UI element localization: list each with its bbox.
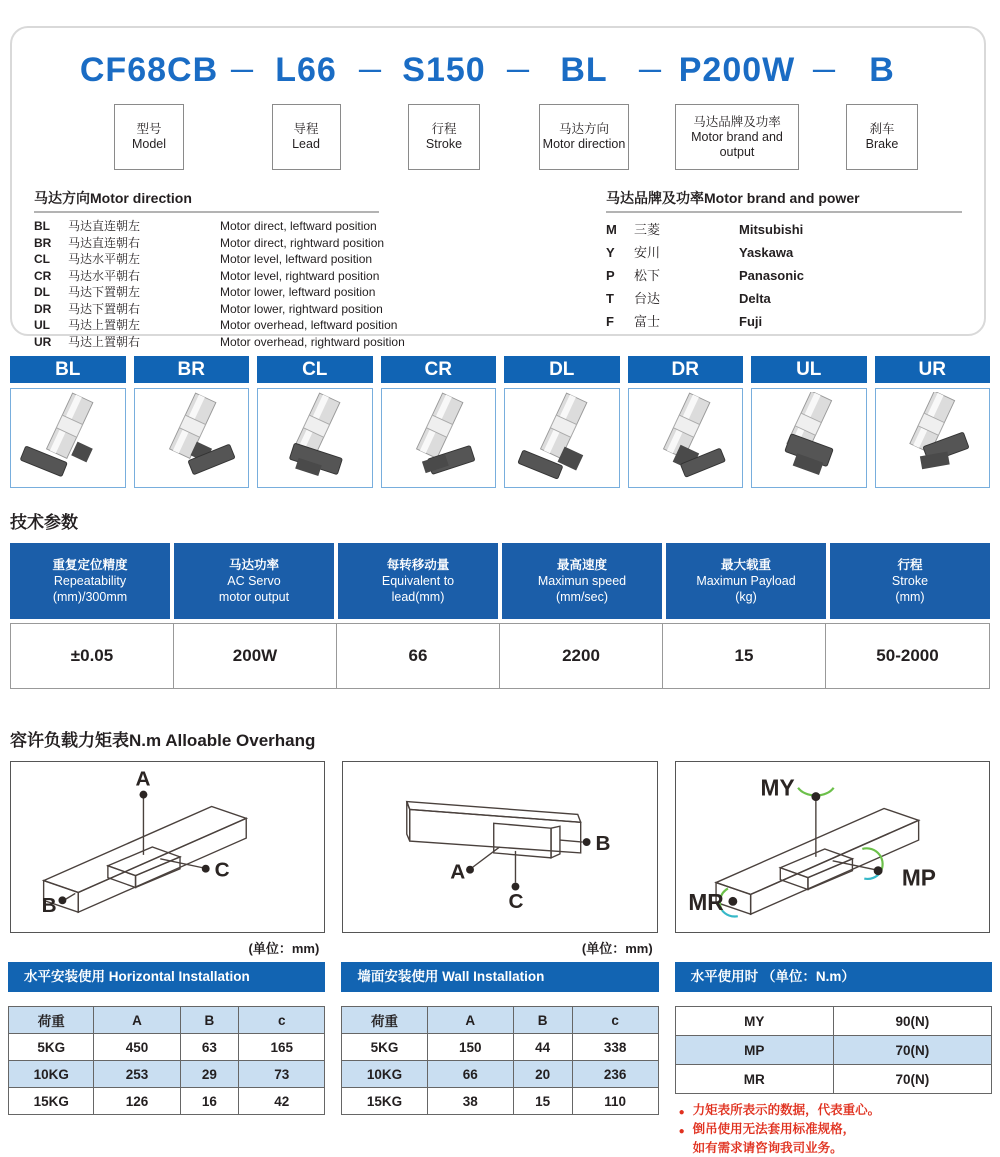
side-abc-diagram bbox=[343, 762, 656, 930]
motor-brand-title: 马达品牌及功率Motor brand and power bbox=[606, 188, 962, 213]
tech-value-cell: 50-2000 bbox=[876, 646, 939, 665]
list-item: BL 马达直连朝左 Motor direct, leftward position bbox=[34, 219, 377, 233]
list-item: BR 马达直连朝右 Motor direct, rightward position bbox=[34, 235, 385, 250]
wall-installation-title: 墙面安装使用 Wall Installation bbox=[341, 962, 658, 992]
variant-header: DL bbox=[504, 356, 620, 383]
segment-label-cn: 马达品牌及功率 bbox=[693, 114, 781, 129]
table-row: 5KG 450 63 165 bbox=[9, 1034, 325, 1061]
variant-cell-bl bbox=[10, 356, 126, 488]
model-segment-box bbox=[539, 104, 629, 170]
tech-value-cell: 200W bbox=[174, 624, 337, 688]
list-item: Y 安川 Yaskawa bbox=[606, 245, 794, 260]
unit-label-spacer bbox=[675, 938, 992, 962]
actuator-photo-br bbox=[134, 388, 250, 488]
label-my: MY bbox=[760, 774, 795, 801]
iso-abc-diagram bbox=[11, 762, 324, 930]
segment-label-en: Stroke bbox=[425, 137, 463, 151]
label-a: A bbox=[135, 767, 151, 791]
footnote-line: ● 力矩表所表示的数据，代表重心。 bbox=[679, 1102, 992, 1121]
label-c: C bbox=[214, 858, 230, 882]
variant-cell-br bbox=[134, 356, 250, 488]
motor-direction-list bbox=[34, 188, 606, 350]
overhang-diagram-moments bbox=[675, 761, 990, 933]
label-a: A bbox=[450, 860, 466, 884]
model-code-builder bbox=[12, 48, 984, 170]
label-b: B bbox=[595, 831, 611, 855]
tech-value-cell: 2200 bbox=[500, 624, 663, 688]
label-mp: MP bbox=[901, 864, 936, 891]
actuator-drawing bbox=[506, 392, 618, 484]
actuator-photo-ur bbox=[875, 388, 991, 488]
dash-separator: － bbox=[635, 56, 664, 87]
model-code-panel bbox=[10, 26, 986, 349]
actuator-drawing bbox=[259, 392, 371, 484]
segment-label-cn: 刹车 bbox=[869, 122, 895, 136]
variant-cell-ul bbox=[751, 356, 867, 488]
model-segment bbox=[260, 48, 352, 170]
moment-column bbox=[675, 938, 992, 1157]
motor-brand-list bbox=[606, 188, 962, 350]
bullet-icon: ● bbox=[678, 1126, 685, 1137]
actuator-photo-ul bbox=[751, 388, 867, 488]
wall-installation-column bbox=[341, 938, 658, 1157]
variant-cell-dl bbox=[504, 356, 620, 488]
segment-label-en: Motor direction bbox=[542, 137, 626, 151]
table-row: MP 70(N) bbox=[675, 1036, 991, 1065]
list-item: UL 马达上置朝左 Motor overhead, leftward position bbox=[34, 318, 398, 332]
segment-label-en: Lead bbox=[292, 137, 320, 151]
table-header-row: 荷重 A B c bbox=[342, 1007, 658, 1034]
dash-separator: － bbox=[227, 56, 256, 87]
model-code-text: L66 bbox=[275, 50, 337, 89]
dash-separator: － bbox=[809, 56, 838, 87]
list-item: CR 马达水平朝右 Motor level, rightward position bbox=[34, 268, 380, 283]
list-item: DL 马达下置朝左 Motor lower, leftward position bbox=[34, 285, 376, 299]
table-row: 10KG 253 29 73 bbox=[9, 1061, 325, 1088]
variant-cell-cr bbox=[381, 356, 497, 488]
model-segment bbox=[668, 48, 806, 170]
variant-header: BL bbox=[10, 356, 126, 383]
footnote-line: 如有需求请咨询我司业务。 bbox=[692, 1141, 843, 1155]
tech-params-section bbox=[10, 508, 990, 689]
model-segment-box bbox=[846, 104, 918, 170]
tech-value-cell: 66 bbox=[337, 624, 500, 688]
variant-header: CR bbox=[381, 356, 497, 383]
actuator-drawing bbox=[382, 392, 494, 484]
overhang-diagram-iso bbox=[10, 761, 325, 933]
segment-label-cn: 型号 bbox=[136, 122, 162, 136]
variant-header: DR bbox=[628, 356, 744, 383]
model-code-text: S150 bbox=[402, 50, 486, 89]
tech-header-row bbox=[10, 543, 990, 619]
segment-label-en: Brake bbox=[865, 137, 899, 151]
model-segment-box bbox=[408, 104, 480, 170]
footnote-line: ● 倒吊使用无法套用标准规格， bbox=[679, 1121, 992, 1140]
dash-separator: － bbox=[355, 56, 384, 87]
variant-cell-dr bbox=[628, 356, 744, 488]
variant-header: UL bbox=[751, 356, 867, 383]
tech-header-cell: 重复定位精度 Repeatability (mm)/300mm bbox=[10, 543, 170, 619]
overhang-diagram-side bbox=[342, 761, 657, 933]
tech-header-cell: 行程 Stroke (mm) bbox=[830, 543, 990, 619]
segment-label-cn: 行程 bbox=[431, 122, 457, 136]
actuator-drawing bbox=[629, 392, 741, 484]
variant-header: BR bbox=[134, 356, 250, 383]
list-item: T 台达 Delta bbox=[606, 291, 771, 306]
table-header-row: 荷重 A B c bbox=[9, 1007, 325, 1034]
table-row: MY 90(N) bbox=[675, 1007, 991, 1036]
footnotes bbox=[675, 1102, 992, 1157]
horizontal-installation-table bbox=[8, 1006, 325, 1115]
list-item: UR 马达上置朝右 Motor overhead, rightward position bbox=[34, 334, 405, 349]
installation-tables bbox=[8, 938, 992, 1157]
list-item: P 松下 Panasonic bbox=[606, 268, 805, 283]
label-mr: MR bbox=[688, 889, 724, 916]
list-item: F 富士 Fuji bbox=[606, 314, 763, 329]
actuator-drawing bbox=[876, 392, 988, 484]
label-c: C bbox=[508, 890, 524, 914]
variant-cell-ur bbox=[875, 356, 991, 488]
table-row: MR 70(N) bbox=[675, 1065, 991, 1094]
moment-diagram bbox=[676, 762, 989, 930]
horizontal-installation-column bbox=[8, 938, 325, 1157]
dash-separator: － bbox=[503, 56, 532, 87]
model-segment-box bbox=[272, 104, 341, 170]
tech-header-cell: 最高速度 Maximun speed (mm/sec) bbox=[502, 543, 662, 619]
moment-table bbox=[675, 1006, 992, 1094]
actuator-photo-cl bbox=[257, 388, 373, 488]
bullet-icon: ● bbox=[678, 1107, 685, 1118]
variant-cell-cl bbox=[257, 356, 373, 488]
model-segment-box bbox=[675, 104, 799, 170]
unit-label: (单位：mm) bbox=[581, 941, 653, 956]
actuator-drawing bbox=[135, 392, 247, 484]
motor-direction-title: 马达方向Motor direction bbox=[34, 188, 379, 213]
tech-value-cell: 15 bbox=[663, 624, 826, 688]
table-row: 15KG 126 16 42 bbox=[9, 1088, 325, 1115]
model-code-text: B bbox=[869, 50, 895, 89]
overhang-section-title: 容许负载力矩表N.m Alloable Overhang bbox=[10, 731, 316, 750]
label-b: B bbox=[41, 894, 57, 918]
list-item: M 三菱 Mitsubishi bbox=[606, 222, 804, 237]
model-segment bbox=[536, 48, 632, 170]
list-item: DR 马达下置朝右 Motor lower, rightward position bbox=[34, 301, 383, 316]
actuator-photo-cr bbox=[381, 388, 497, 488]
horizontal-installation-title: 水平安装使用 Horizontal Installation bbox=[8, 962, 325, 992]
variant-header: UR bbox=[875, 356, 991, 383]
model-code-text: BL bbox=[560, 50, 608, 89]
unit-label: (单位：mm) bbox=[248, 941, 320, 956]
segment-label-cn: 马达方向 bbox=[558, 122, 609, 136]
model-code-text: CF68CB bbox=[79, 50, 219, 89]
table-row: 5KG 150 44 338 bbox=[342, 1034, 658, 1061]
overhang-diagrams bbox=[10, 761, 990, 933]
table-row: 15KG 38 15 110 bbox=[342, 1088, 658, 1115]
list-item: CL 马达水平朝左 Motor level, leftward position bbox=[34, 252, 373, 266]
segment-label-en: Motor brand and output bbox=[691, 129, 783, 159]
overhang-section bbox=[10, 726, 990, 933]
actuator-drawing bbox=[12, 392, 124, 484]
tech-section-title: 技术参数 bbox=[10, 513, 78, 532]
tech-header-cell: 马达功率 AC Servo motor output bbox=[174, 543, 334, 619]
wall-installation-table bbox=[341, 1006, 658, 1115]
tech-value-cell: ±0.05 bbox=[11, 624, 174, 688]
orientation-variants-row bbox=[10, 356, 990, 488]
model-segment bbox=[842, 48, 922, 170]
actuator-photo-bl bbox=[10, 388, 126, 488]
segment-label-en: Model bbox=[131, 137, 167, 151]
table-row: 10KG 66 20 236 bbox=[342, 1061, 658, 1088]
legend-lists bbox=[34, 188, 962, 350]
actuator-drawing bbox=[753, 392, 865, 484]
tech-header-cell: 每转移动量 Equivalent to lead(mm) bbox=[338, 543, 498, 619]
model-segment-box bbox=[114, 104, 184, 170]
model-segment bbox=[74, 48, 224, 170]
actuator-photo-dl bbox=[504, 388, 620, 488]
moment-table-title: 水平使用时 （单位：N.m） bbox=[675, 962, 992, 992]
tech-value-row bbox=[10, 623, 990, 689]
variant-header: CL bbox=[257, 356, 373, 383]
model-segment bbox=[388, 48, 500, 170]
segment-label-cn: 导程 bbox=[293, 122, 319, 136]
tech-header-cell: 最大载重 Maximun Payload (kg) bbox=[666, 543, 826, 619]
model-code-text: P200W bbox=[678, 50, 796, 89]
actuator-photo-dr bbox=[628, 388, 744, 488]
